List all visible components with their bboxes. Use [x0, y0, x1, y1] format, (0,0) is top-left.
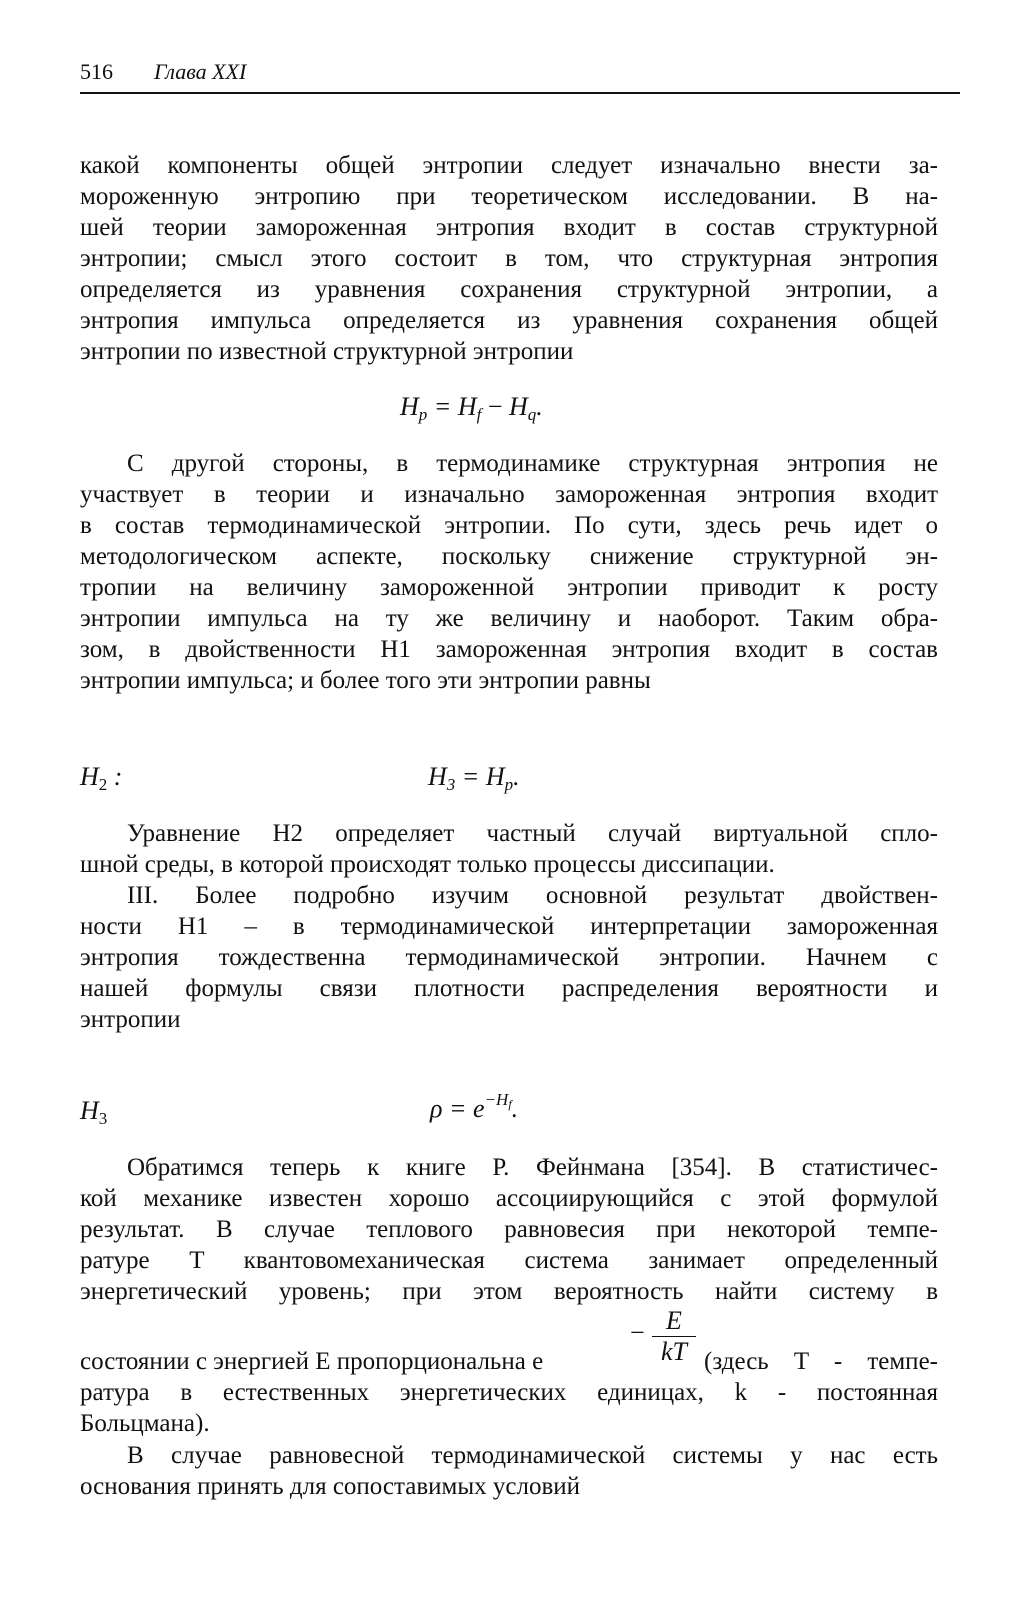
exponent-fraction — [652, 1306, 696, 1367]
text-line: энтропия тождественна термодинамической энтропии. Начнем с — [80, 944, 938, 971]
text-line: кой механике известен хорошо ассоциирующийся с этой формулой — [80, 1185, 938, 1212]
text-segment: (здесь T - темпе- — [704, 1348, 938, 1375]
text-line: Обратимся теперь к книге Р. Фейнмана [354]. В статистичес- — [127, 1154, 938, 1181]
text-line: методологическом аспекте, поскольку снижение структурной эн- — [80, 543, 938, 570]
text-line: в состав термодинамической энтропии. По сути, здесь речь идет о — [80, 512, 938, 539]
text-line: III. Более подробно изучим основной результат двойствен- — [127, 882, 938, 909]
formula-hp: $H_p = H_f - H_q$. — [400, 392, 543, 424]
text-line: энтропии импульса; и более того эти энтропии равны — [80, 667, 651, 694]
text-line: мороженную энтропию при теоретическом исследовании. В на- — [80, 183, 938, 210]
text-segment: состоянии с энергией E пропорциональна e — [80, 1348, 544, 1375]
text-line: энтропии импульса на ту же величину и наоборот. Таким обра- — [80, 605, 938, 632]
page-header — [80, 58, 960, 94]
text-line: Больцмана). — [80, 1410, 210, 1437]
paragraph-1 — [80, 150, 938, 367]
text-line: энтропии по известной структурной энтропии — [80, 338, 574, 365]
text-line: результат. В случае теплового равновесия при некоторой темпе- — [80, 1216, 938, 1243]
paragraph-3 — [80, 818, 938, 880]
text-line: энтропия импульса определяется из уравнения сохранения общей — [80, 307, 938, 334]
text-line: нашей формулы связи плотности распределения вероятности и — [80, 975, 938, 1002]
fraction-numerator: E — [666, 1306, 682, 1335]
text-line: Уравнение H2 определяет частный случай виртуальной спло- — [127, 820, 938, 847]
formula-h3-hp: $H_3 = H_p$. — [428, 762, 520, 794]
text-line: энергетический уровень; при этом вероятность найти систему в — [80, 1278, 938, 1305]
paragraph-5-tail — [80, 1377, 938, 1439]
text-line: энтропии; смысл этого состоит в том, что структурная энтропия — [80, 245, 938, 272]
text-line: какой компоненты общей энтропии следует изначально внести за- — [80, 152, 938, 179]
text-line: ности H1 – в термодинамической интерпретации замороженная — [80, 913, 938, 940]
fraction-denominator: kT — [652, 1336, 696, 1367]
text-line: С другой стороны, в термодинамике структурная энтропия не — [127, 450, 938, 477]
text-line: ратуре T квантовомеханическая система занимает определенный — [80, 1247, 938, 1274]
paragraph-6 — [80, 1440, 938, 1502]
formula-rho: $\rho = e^{-H_f}$. — [430, 1090, 519, 1123]
page-number: 516 — [80, 59, 113, 84]
text-line: определяется из уравнения сохранения структурной энтропии, а — [80, 276, 938, 303]
text-line: шей теории замороженная энтропия входит в состав структурной — [80, 214, 938, 241]
text-line: В случае равновесной термодинамической системы у нас есть — [127, 1442, 938, 1469]
text-line: энтропии — [80, 1006, 181, 1033]
text-line: зом, в двойственности H1 замороженная энтропия входит в состав — [80, 636, 938, 663]
equation-label-h3: $H_3$ — [80, 1096, 108, 1128]
paragraph-5 — [80, 1152, 938, 1307]
paragraph-4 — [80, 880, 938, 1035]
text-line: ратура в естественных энергетических единицах, k - постоянная — [80, 1379, 938, 1406]
text-line: основания принять для сопоставимых условий — [80, 1473, 581, 1500]
text-line: участвует в теории и изначально замороженная энтропия входит — [80, 481, 938, 508]
equation-label-h2: $H_2$ : — [80, 762, 123, 794]
text-line: тропии на величину замороженной энтропии приводит к росту — [80, 574, 938, 601]
paragraph-2 — [80, 448, 938, 696]
minus-sign: − — [630, 1318, 645, 1347]
text-line: шной среды, в которой происходят только процессы диссипации. — [80, 851, 775, 878]
chapter-title: Глава XXI — [154, 59, 247, 84]
paragraph-5-line-tail — [704, 1346, 938, 1377]
